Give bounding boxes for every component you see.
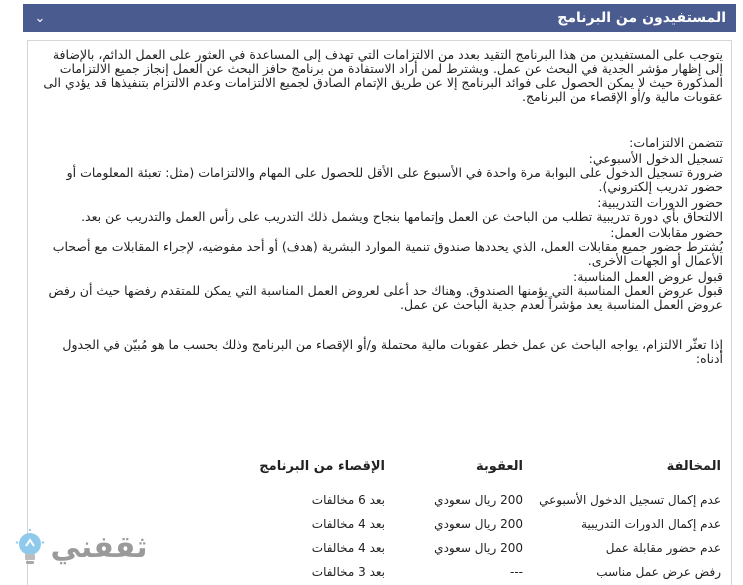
logo-text: ثقفني: [50, 530, 148, 565]
closing-paragraph: إذا تعثّر الالتزام، يواجه الباحث عن عمل خطر عقوبات مالية محتملة و/أو الإقصاء من البرنامج وذلك بحسب ما هو مُبيّن في الجدول أدناه:: [62, 337, 723, 366]
obligation-body-interviews: يُشترط حضور جميع مقابلات العمل، الذي يحددها صندوق تنمية الموارد البشرية (هدف) أو أحد مفوضيه، لإجراء المقابلات مع أصحاب الأعمال أو الجهات الأخرى.: [52, 239, 723, 268]
table-header-row: [205, 459, 725, 488]
violation-cell: عدم حضور مقابلة عمل: [605, 541, 721, 555]
intro-paragraph: يتوجب على المستفيدين من هذا البرنامج التقيد بعدد من الالتزامات التي تهدف إلى المساعدة في العثور على العمل الدائم، بالإضافة إلى إظهار مؤشر الجدية في البحث عن عمل. ويشترط لمن أراد الاستفادة من برنامج حافز البحث عن العمل إنجاز جميع الالتزامات المذكورة حيث لا يمكن الحصول على فوائد البرنامج إلا عن طريق الإتمام الصادق لجميع الالتزامات وعدم الالتزام بتنفيذها قد يؤدي الى عقوبات مالية و/أو الإقصاء من البرنامج.: [43, 47, 723, 104]
penalties-table: [205, 459, 725, 584]
panel-content: [27, 40, 732, 585]
obligation-title-training: حضور الدورات التدريبية:: [597, 195, 723, 210]
penalty-cell: 200 ريال سعودي: [434, 493, 523, 507]
header-penalty: العقوبة: [476, 459, 523, 474]
violation-cell: عدم إكمال الدورات التدريبية: [581, 517, 721, 531]
violation-cell: عدم إكمال تسجيل الدخول الأسبوعي: [539, 493, 721, 507]
exclusion-cell: بعد 6 مخالفات: [311, 493, 385, 507]
panel-title: المستفيدون من البرنامج: [557, 10, 726, 26]
header-exclusion: الإقصاء من البرنامج: [259, 459, 385, 474]
header-violation: المخالفة: [666, 459, 721, 474]
obligation-body-training: الالتحاق بأي دورة تدريبية تطلب من الباحث عن العمل وإتمامها بنجاح ويشمل ذلك التدريب على رأس العمل والتدريب عن بعد.: [81, 209, 723, 224]
violation-cell: رفض عرض عمل مناسب: [596, 565, 721, 579]
obligation-title-weekly-login: تسجيل الدخول الأسبوعي:: [588, 151, 723, 166]
exclusion-cell: بعد 4 مخالفات: [311, 541, 385, 555]
penalty-cell: ---: [510, 565, 523, 579]
table-row: [205, 512, 725, 536]
chevron-down-icon[interactable]: ⌄: [34, 10, 46, 26]
penalty-cell: 200 ريال سعودي: [434, 517, 523, 531]
site-logo: [5, 520, 155, 575]
obligation-title-interviews: حضور مقابلات العمل:: [610, 225, 723, 240]
obligation-body-job-offers: قبول عروض العمل المناسبة التي يؤمنها الصندوق. وهناك حد أعلى لعروض العمل المناسبة التي يمكن للمتقدم رفضها حيث أن رفض عروض العمل المناسبة يعد مؤشراً لعدم جدية الباحث عن عمل.: [48, 283, 723, 312]
table-row: [205, 560, 725, 584]
table-row: [205, 488, 725, 512]
penalty-cell: 200 ريال سعودي: [434, 541, 523, 555]
table-row: [205, 536, 725, 560]
obligations-lead: تتضمن الالتزامات:: [629, 135, 723, 150]
panel-header[interactable]: [23, 4, 736, 32]
exclusion-cell: بعد 4 مخالفات: [311, 517, 385, 531]
exclusion-cell: بعد 3 مخالفات: [311, 565, 385, 579]
lightbulb-icon: [12, 528, 48, 568]
obligation-title-job-offers: قبول عروض العمل المناسبة:: [573, 269, 723, 284]
obligation-body-weekly-login: ضرورة تسجيل الدخول على البوابة مرة واحدة في الأسبوع على الأقل للحصول على المهام والالتزامات (مثل: تعبئة المعلومات أو حضور تدريب إلكتروني).: [66, 165, 723, 194]
